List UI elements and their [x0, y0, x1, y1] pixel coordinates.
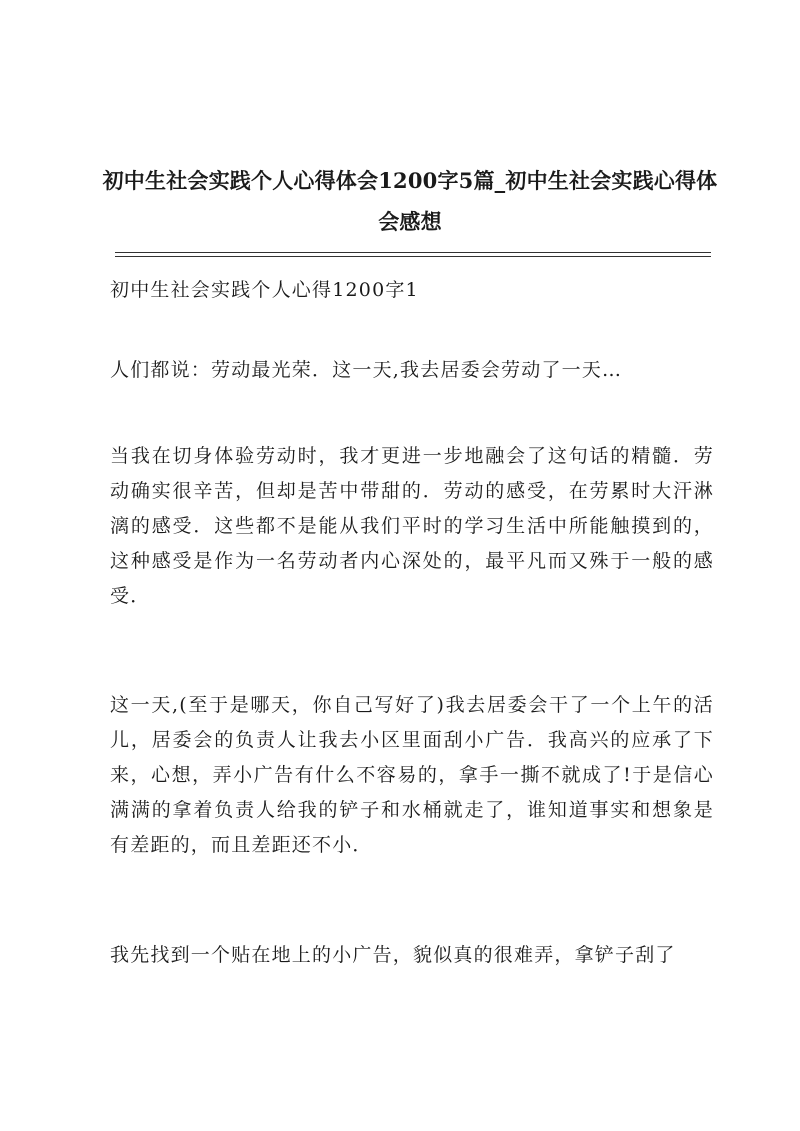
paragraph-1: 人们都说：劳动最光荣．这一天,我去居委会劳动了一天…	[110, 359, 623, 381]
paragraph-2: 当我在切身体验劳动时，我才更进一步地融会了这句话的精髓．劳动确实很辛苦，但却是苦中带甜的．劳动的感受，在劳累时大汗淋漓的感受．这些都不是能从我们平时的学习生活中所能触摸到的，这种感受是作为一名劳动者内心深处的，最平凡而又殊于一般的感受．	[110, 445, 714, 607]
document-title: 初中生社会实践个人心得体会1200字5篇_初中生社会实践心得体会感想	[102, 168, 718, 234]
paragraph-4: 我先找到一个贴在地上的小广告，貌似真的很难弄，拿铲子刮了	[110, 944, 676, 966]
section-heading: 初中生社会实践个人心得1200字1	[110, 279, 419, 301]
paragraph-3: 这一天,(至于是哪天，你自己写好了)我去居委会干了一个上午的活儿，居委会的负责人让我去小区里面刮小广告．我高兴的应承了下来，心想，弄小广告有什么不容易的，拿手一撕不就成了!于是信心满满的拿着负责人给我的铲子和水桶就走了，谁知道事实和想象是有差距的，而且差距还不小．	[110, 694, 714, 856]
title-divider	[115, 252, 711, 257]
